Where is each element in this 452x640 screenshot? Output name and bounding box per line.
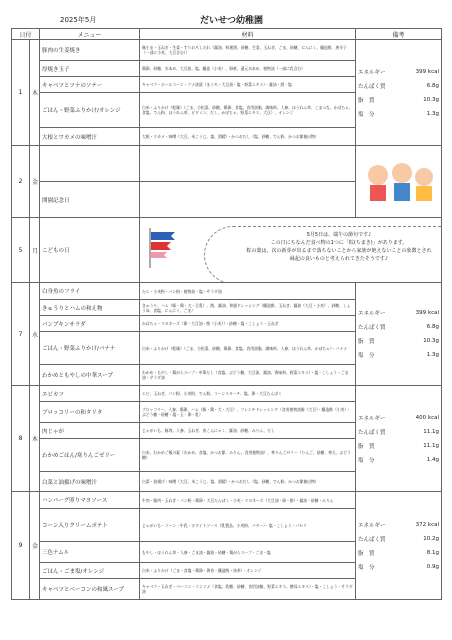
nutrient-label: エネルギー [358,415,386,422]
menu-item-materials: わかめ・もやし・鶏がらスープ・中華だし（食塩、ぶどう糖、大豆油、醤油、香味料、野菜エキス）・塩・こしょう・ごま油・サラダ油 [140,365,356,386]
kindergarten-name: だいせつ幼稚園 [200,16,264,26]
message-bubble [204,226,442,283]
menu-item-name: キャベツとベーコンの和風スープ [40,579,140,600]
nutrient-fat [358,96,439,104]
menu-item-materials: エビ、玉ねぎ、パン粉、小麦粉、でん粉、コーンスターチ、塩、卵・大豆たんぱく [140,386,356,402]
nutrient-value: 399 kcal [415,68,440,75]
nutrient-fat [358,337,439,345]
weekday: 木 [30,40,40,146]
nutrient-label: エネルギー [358,69,386,76]
nutrition-info [356,40,442,146]
menu-item-name: エビカツ [40,386,140,402]
nutrient-label: 塩 分 [358,111,375,118]
weekday: 金 [30,146,40,218]
menu-item-materials: キャベツ・玉ねぎ・ベーコン・コンソメ（食塩、乳糖、砂糖、食用油脂、野菜エキス、酵母エキス）・塩・こしょう・サラダ油 [140,579,356,600]
message-line: 粽の葉は、次の新芽が出るまで落ちないことから家族が絶えないことの象徴とされ [246,248,432,254]
nutrition-info [356,386,442,492]
nutrient-label: 脂 質 [358,550,375,557]
menu-item-name [40,146,140,182]
message-line: 5月5日は、端午の節句です♪ [306,232,372,238]
nutrient-energy [358,521,439,529]
menu-item-materials: 牛肉・豚肉・玉ねぎ・パン粉・鶏卵・大豆たんぱく・小麦・マヨネーズ（大豆油・卵・酢）・醤油・砂糖・みりん [140,492,356,509]
nutrient-label: 脂 質 [358,443,375,450]
menu-row [12,40,442,61]
menu-item-name: 開園記念日 [40,182,140,218]
menu-item-materials: 白米・ふりかけ（ごま・食塩・鶏卵・海苔・醸造酢・抹茶）・オレンジ [140,563,356,579]
nutrient-energy [358,309,439,317]
carp-streamer-icon [146,228,186,268]
menu-item-name: きゅうりとハムの和え物 [40,300,140,316]
nutrient-value: 372 kcal [415,521,440,528]
menu-item-name: ごはん・野菜ふりかけ/バナナ [40,332,140,365]
lunch-menu-table [11,28,442,600]
menu-item-name: 三色ナムル [40,542,140,563]
nutrient-fat [358,549,439,557]
menu-item-name: 豚肉の生姜焼き [40,40,140,61]
menu-row [12,386,442,402]
nutrient-protein [358,82,439,90]
menu-item-materials [140,146,356,182]
menu-item-name: ハンバーグ照りマヨソース [40,492,140,509]
menu-month: 2025年5月 [60,16,97,24]
nutrient-value: 10.3g [423,338,440,344]
nutrient-protein [358,428,439,436]
nutrient-fat [358,442,439,450]
nutrition-info [356,283,442,386]
menu-item-name: 白菜と油揚げの味噌汁 [40,472,140,492]
nutrient-protein [358,535,439,543]
nutrient-value: 10.2g [423,535,440,542]
menu-item-materials: ブロッコリー、人参、鶏卵、ハム（豚・鶏・大・大豆）、フレンチドレッシング（食用植物油脂（大豆）・醸造酢（小麦）・ぶどう糖・砂糖・塩・玉・卵・乳） [140,402,356,423]
menu-item-materials: たら・小麦粉・パン粉・植物油・塩・サラダ油 [140,283,356,300]
menu-item-name: こどもの日 [40,218,140,283]
menu-item-materials: もやし・ほうれん草・人参・ごま油・醤油・砂糖・鶏がらスープ・ごま・塩 [140,542,356,563]
nutrient-value: 1.3g [426,352,440,358]
menu-item-materials: かぼちゃ・マヨネーズ（卵・大豆油・酢（小麦））・砂糖・塩・こしょう・玉ねぎ [140,316,356,332]
menu-item-materials: 鶏卵、砂糖、水あめ、大豆油、塩、醸造（小麦）、卵黄、還元水あめ、植物油（一部に乳含む） [140,61,356,77]
menu-item-materials: 白菜・油揚げ・味噌（大豆、米こうじ、塩、酒精）・かつおだし（塩、砂糖、でん粉、かつお節抽出物） [140,472,356,492]
children-icon [358,153,438,209]
nutrient-value: 1.3g [426,110,440,117]
nutrient-protein [358,323,439,331]
message-line: 縁起の良いものと考えられてきたそうです♪ [289,256,389,262]
nutrient-label: 脂 質 [358,339,375,345]
menu-item-materials: 大根・ワカメ・味噌（大豆、米こうじ、塩、酒精）・かつおだし（塩、砂糖、でん粉、かつお節抽出物） [140,128,356,146]
nutrient-value: 399 kcal [415,310,440,316]
menu-item-name: わかめともやしの中華スープ [40,365,140,386]
menu-item-materials: じゃがいも、豚肉、人参、玉ねぎ、糸こんにゃく、醤油、砂糖、みりん、だし [140,423,356,439]
menu-row [12,283,442,300]
nutrient-energy [358,68,439,76]
nutrient-energy [358,414,439,422]
nutrient-value: 0.9g [426,563,440,570]
menu-item-name: 白身魚のフライ [40,283,140,300]
nutrient-salt [358,110,439,118]
menu-item-materials: 白米・ふりかけ（乾燥）（ごま、小松菜、砂糖、鶏卵、食塩、食用油脂、調味料、人参、ほうれん草、かぼちゃ）・バナナ [140,332,356,365]
nutrient-label: 塩 分 [358,564,375,571]
menu-item-name: わかめごはん/寒りんごゼリー [40,439,140,472]
nutrient-label: エネルギー [358,311,386,317]
nutrient-label: エネルギー [358,522,386,529]
menu-column-header: メニュー [40,29,140,40]
menu-row [12,492,442,509]
menu-item-name: パンプキンサラダ [40,316,140,332]
materials-column-header: 材料 [140,29,356,40]
menu-item-name: 大根とワカメの味噌汁 [40,128,140,146]
nutrient-value: 6.8g [426,324,440,330]
message-line: この日にちなんだ食べ物の1つに「粽(ちまき)」があります。 [270,240,408,246]
nutrient-label: 塩 分 [358,457,375,464]
day-number: 8 [12,386,30,492]
weekday: 水 [30,283,40,386]
weekday: 木 [30,386,40,492]
menu-item-name: 厚焼き玉子 [40,61,140,77]
day-number: 1 [12,40,30,146]
nutrient-value: 400 kcal [415,414,440,421]
menu-item-materials: 白米・ふりかけ（乾燥）（ごま、小松菜、砂糖、鶏卵、食塩、食用油脂、調味料、人参、ほうれん草、こまつな、かぼちゃ、食塩、でん粉、ほうれん草、ビタミン、だし、かぼちゃ、野菜エキス、大豆）、オレンジ [140,93,356,128]
childrens-day-note [140,218,442,283]
nutrient-label: たんぱく質 [358,325,386,331]
menu-row [12,146,442,182]
day-number: 9 [12,492,30,600]
menu-item-name: ブロッコリーの和タリタ [40,402,140,423]
menu-item-name: キャベツとツナのソテー [40,77,140,93]
nutrient-salt [358,563,439,571]
nutrient-salt [358,456,439,464]
nutrient-salt [358,351,439,359]
nutrient-value: 11.1g [423,428,440,435]
nutrient-label: たんぱく質 [358,83,386,90]
day-number: 7 [12,283,30,386]
nutrient-label: たんぱく質 [358,429,386,436]
weekday: 月 [30,218,40,283]
nutrition-info [356,492,442,600]
menu-item-materials: きゅうり、ハム（豚・鶏・大・豆乳）、酢、醤油、和風ドレッシング（醸造酢、玉ねぎ、醤油（大豆・小麦）、砂糖、しょうゆ、食塩、にんにく、ごま） [140,300,356,316]
menu-row [12,218,442,283]
nutrient-label: 脂 質 [358,97,375,104]
menu-item-name: コーン入りクリームポテト [40,509,140,542]
nutrient-value: 1.4g [426,456,440,463]
sports-day-illustration [356,146,442,218]
day-column-header: 日付 [12,29,40,40]
nutrient-value: 10.3g [423,96,440,103]
day-number: 2 [12,146,30,218]
notes-column-header: 備考 [356,29,442,40]
menu-item-name: ごはん・ごま塩/オレンジ [40,563,140,579]
menu-item-materials [140,182,356,218]
nutrient-value: 6.8g [426,82,440,89]
nutrient-value: 8.1g [426,549,440,556]
nutrient-label: 塩 分 [358,353,375,359]
day-number: 5 [12,218,30,283]
menu-item-materials: 豚小ま・玉ねぎ・生姜・すりおろしたれ（醤油、料理酒、砂糖、生姜、玉ねぎ、ごま、砂糖、にんにく、醸造酢、唐辛子（一部に小麦、大豆含む）） [140,40,356,61]
menu-item-materials: じゃがいも・コーン・牛乳・ホワイトソース（乳製品、小麦粉、バター）・塩・こしょう・パセリ [140,509,356,542]
menu-item-name: 肉じゃが [40,423,140,439]
menu-item-materials: キャベツ・ホールコーン・ツナ油漬（まぐろ・大豆油・塩・野菜エキス）・醤油・酒・塩 [140,77,356,93]
nutrient-label: たんぱく質 [358,536,386,543]
menu-item-materials: 白米、わかめご飯の素（わかめ、食塩、かつお節、みりん、食用植物油）、寒りんごゼリー（りんご、砂糖、寒天、ぶどう糖） [140,439,356,472]
weekday: 金 [30,492,40,600]
nutrient-value: 11.1g [423,442,440,449]
menu-item-name: ごはん・野菜ふりかけ/オレンジ [40,93,140,128]
table-header-row [12,29,442,40]
